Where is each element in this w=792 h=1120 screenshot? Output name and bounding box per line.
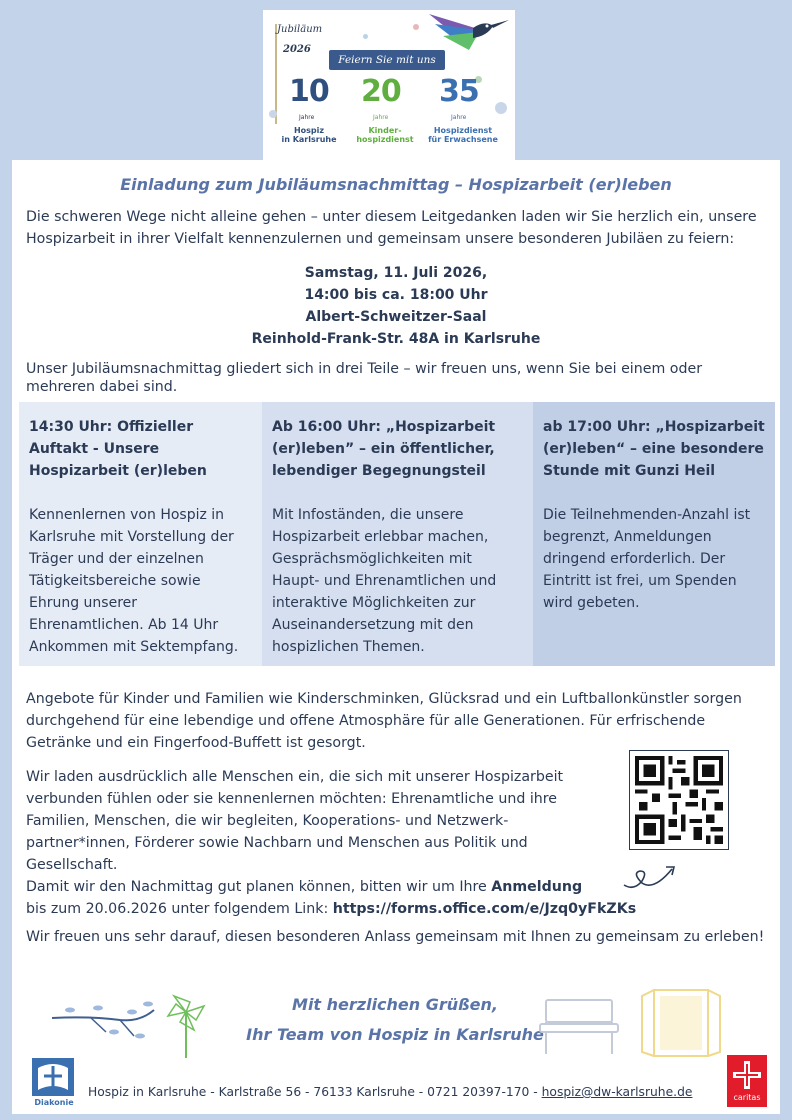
frame-bottom xyxy=(0,1114,792,1120)
intro-paragraph: Die schweren Wege nicht alleine gehen – unter diesem Leitgedanken laden wir Sie herzlich ein, unsere Hospizarbeit in ihrer Vielfalt kennenzulernen und gemeinsam unsere besonderen Jubiläen zu feiern: xyxy=(26,209,757,247)
program-part-text: Mit Infoständen, die unsere Hospizarbeit erlebbar machen, Gesprächsmöglichkeiten mit Haupt- und Ehrenamtlichen und interaktive Möglichkeiten zur Auseinandersetzung mit den hospizlichen Themen. xyxy=(272,507,497,655)
logo-unit: Jahre xyxy=(373,114,389,121)
logo-unit: Jahre xyxy=(451,114,467,121)
registration-link[interactable]: https://forms.office.com/e/Jzq0yFkZKs xyxy=(332,901,637,917)
program-columns xyxy=(19,402,775,666)
program-part-heading: 14:30 Uhr: Offizieller Auftakt - Unsere Hospizarbeit (er)leben xyxy=(29,419,207,479)
registration-bold: Anmeldung xyxy=(491,879,583,895)
logo-year: 2026 xyxy=(283,44,311,55)
registration-paragraph xyxy=(26,876,676,920)
program-part-1 xyxy=(19,402,262,666)
qr-code-icon xyxy=(635,756,723,844)
branch-icon xyxy=(50,996,160,1042)
qr-code[interactable] xyxy=(629,750,729,850)
parts-intro: Unser Jubiläumsnachmittag gliedert sich in drei Teile – wir freuen uns, wenn Sie bei einem oder mehreren dabei sind. xyxy=(26,361,703,395)
closing-line-2: Ihr Team von Hospiz in Karlsruhe xyxy=(246,1025,544,1044)
decor-dot xyxy=(413,24,419,30)
program-part-2 xyxy=(262,402,533,666)
diakonie-logo-text: Diakonie xyxy=(34,1098,74,1107)
bench-icon xyxy=(538,996,620,1058)
event-address: Reinhold-Frank-Str. 48A in Karlsruhe xyxy=(251,331,541,347)
logo-number-10: 10 xyxy=(289,74,329,109)
logo-label-kinder: Kinder- hospizdienst xyxy=(356,126,414,144)
registration-mid: bis zum 20.06.2026 unter folgendem Link: xyxy=(26,901,333,917)
event-date: Samstag, 11. Juli 2026, xyxy=(304,265,488,281)
program-part-text: Die Teilnehmenden-Anzahl ist begrenzt, Anmeldungen dringend erforderlich. Der Eintritt ist frei, um Spenden wird gebeten. xyxy=(543,507,751,611)
jubilee-logo xyxy=(263,10,515,160)
event-time: 14:00 bis ca. 18:00 Uhr xyxy=(304,287,488,303)
open-door-icon xyxy=(640,986,722,1060)
footer-address: Hospiz in Karlsruhe - Karlstraße 56 - 76133 Karlsruhe - 0721 20397-170 - xyxy=(88,1085,542,1099)
program-part-text: Kennenlernen von Hospiz in Karlsruhe mit Vorstellung der Träger und der einzelnen Tätigkeitsbereiche sowie Ehrung unserer Ehrenamtlichen. Ab 14 Uhr Ankommen mit Sektempfang. xyxy=(29,507,239,655)
decor-dot xyxy=(363,34,368,39)
curly-arrow-icon xyxy=(620,855,680,891)
frame-left xyxy=(0,0,12,1120)
logo-number-35: 35 xyxy=(439,74,479,109)
logo-jubilaeum: Jubiläum xyxy=(277,24,323,35)
decor-dot xyxy=(495,102,507,114)
decor-dot xyxy=(269,110,277,118)
flag-pole xyxy=(275,24,277,124)
logo-label-hospiz: Hospiz in Karlsruhe xyxy=(281,126,337,144)
logo-unit: Jahre xyxy=(299,114,315,121)
event-venue: Albert-Schweitzer-Saal xyxy=(305,309,487,325)
program-part-heading: Ab 16:00 Uhr: „Hospizarbeit (er)leben” – ein öffentlicher, lebendiger Begegnungsteil xyxy=(272,419,496,479)
event-details xyxy=(0,262,792,350)
hummingbird-icon xyxy=(429,10,509,54)
caritas-logo-text: caritas xyxy=(733,1093,761,1102)
logo-label-erwachsene: Hospizdienst für Erwachsene xyxy=(428,126,498,144)
offers-paragraph: Angebote für Kinder und Familien wie Kinderschminken, Glücksrad und ein Luftballonkünstler sorgen durchgehend für eine lebendige und offene Atmosphäre für alle Generationen. Für erfrischende Getränke und ein Fingerfood-Buffett ist gesorgt. xyxy=(26,691,742,751)
closing-line-1: Mit herzlichen Grüßen, xyxy=(292,995,498,1014)
program-part-heading: ab 17:00 Uhr: „Hospizarbeit (er)leben“ – eine besondere Stunde mit Gunzi Heil xyxy=(543,419,765,479)
invite-paragraph: Wir laden ausdrücklich alle Menschen ein, die sich mit unserer Hospizarbeit verbunden fühlen oder sie kennenlernen möchten: Ehrenamtliche und ihre Familien, Menschen, die wir begleiten, Kooperations- und Netzwerk-partner*innen, Förderer sowie Nachbarn und Menschen aus Politik und Gesellschaft. xyxy=(26,769,564,873)
logo-banner: Feiern Sie mit uns xyxy=(329,50,445,70)
registration-pre: Damit wir den Nachmittag gut planen können, bitten wir um Ihre xyxy=(26,879,492,895)
outro-paragraph: Wir freuen uns sehr darauf, diesen besonderen Anlass gemeinsam mit Ihnen zu gemeinsam zu erleben! xyxy=(26,929,765,945)
program-part-3 xyxy=(533,402,775,666)
footer-email-link[interactable]: hospiz@dw-karlsruhe.de xyxy=(541,1085,693,1099)
logo-number-20: 20 xyxy=(361,74,401,109)
footer-contact xyxy=(88,1085,692,1099)
page-title: Einladung zum Jubiläumsnachmittag – Hospizarbeit (er)leben xyxy=(120,175,672,194)
frame-right xyxy=(780,0,792,1120)
